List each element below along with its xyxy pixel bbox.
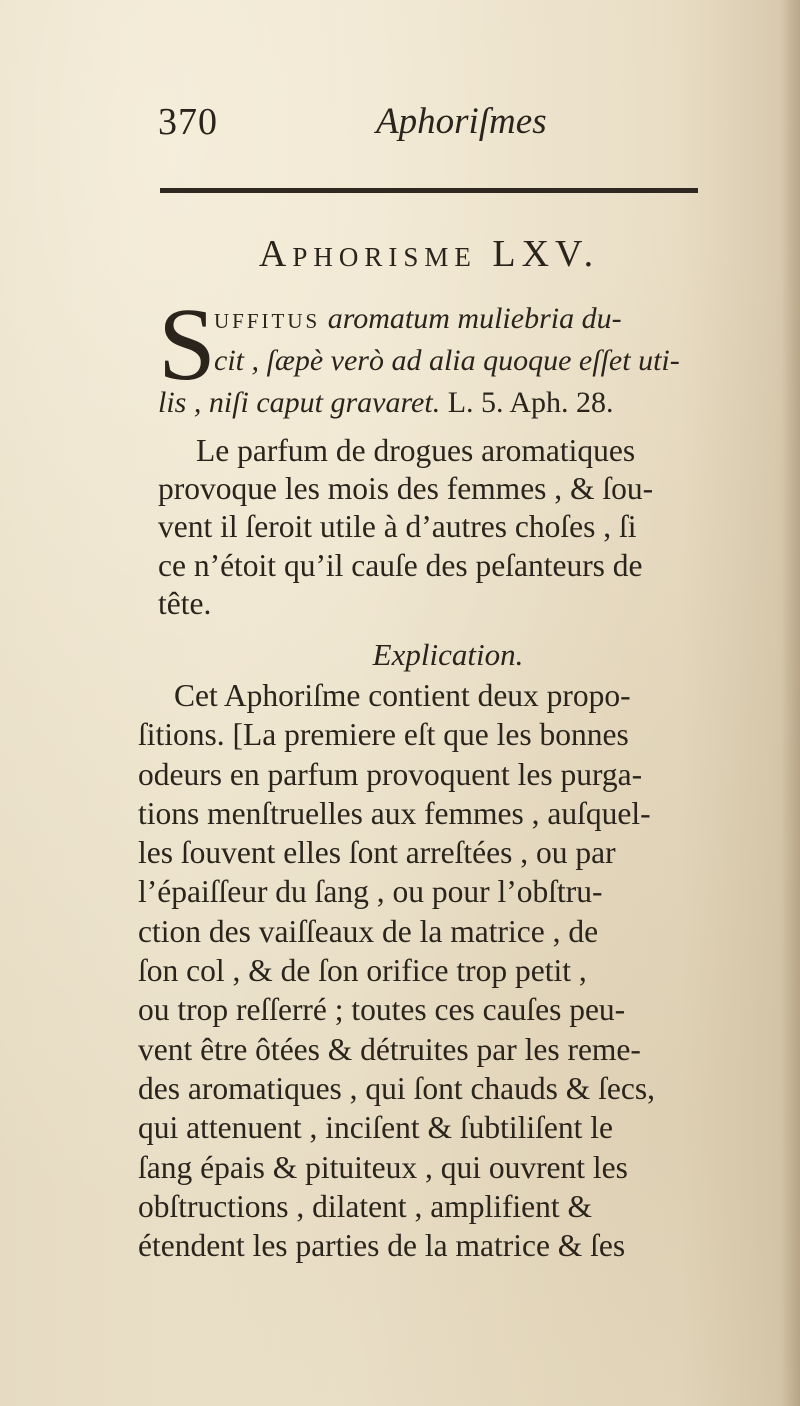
explication-line: tions menſtruelles aux femmes , auſquel- (138, 795, 651, 831)
aphorism-reference: L. 5. Aph. 28. (440, 386, 614, 419)
explication-line: obſtructions , dilatent , amplifient & (138, 1188, 593, 1224)
latin-lines (158, 287, 738, 424)
explication-line: ſon col , & de ſon orifice trop petit , (138, 953, 587, 989)
explication-body (138, 676, 738, 1265)
explication-line: l’épaiſſeur du ſang , ou pour l’obſtru- (138, 874, 603, 910)
running-title: Aphoriſmes (376, 101, 547, 142)
latin-line-3 (158, 382, 738, 424)
explication-line: odeurs en parfum provoquent les purga- (138, 756, 643, 792)
explication-line: ou trop reſſerré ; toutes ces cauſes peu- (138, 992, 626, 1028)
french-translation (158, 432, 738, 623)
explication-line: les ſouvent elles ſont arreſtées , ou par (138, 835, 616, 871)
running-head (158, 100, 703, 144)
french-line: tête. (158, 585, 212, 621)
latin-line-2: cit , ſæpè verò ad alia quoque eſſet uti- (214, 344, 680, 377)
explication-line: ſang épais & pituiteux , qui ouvrent les (138, 1149, 628, 1185)
latin-line-1 (158, 298, 738, 340)
drop-cap: S (158, 287, 216, 402)
header-rule (160, 188, 698, 193)
explication-line: étendent les parties de la matrice & ſes (138, 1228, 626, 1264)
latin-line-1-text: aromatum muliebria du- (327, 302, 622, 335)
french-line: vent il ſeroit utile à d’autres choſes , ſi (158, 509, 637, 545)
explication-line: qui attenuent , inciſent & ſubtiliſent le (138, 1110, 614, 1146)
page-number: 370 (158, 101, 218, 143)
latin-line-3-text: lis , niſi caput gravaret. (158, 386, 441, 419)
french-line: Le parfum de drogues aromatiques (196, 433, 636, 468)
aphorism-title: Aphorisme LXV. (258, 233, 600, 275)
explication-line: ſitions. [La premiere eſt que les bonnes (138, 717, 629, 753)
french-line: ce n’étoit qu’il cauſe des peſanteurs de (158, 547, 643, 583)
explication-line: vent être ôtées & détruites par les reme- (138, 1031, 641, 1067)
explication-line: des aromatiques , qui ſont chauds & ſecs, (138, 1070, 656, 1106)
latin-first-word: uffitus (214, 302, 321, 335)
explication-heading: Explication. (372, 637, 524, 672)
explication-line: ction des vaiſſeaux de la matrice , de (138, 913, 599, 949)
page-edge-shadow (782, 0, 800, 1406)
explication-line: Cet Aphoriſme contient deux propo- (174, 678, 631, 713)
french-line: provoque les mois des femmes , & ſou- (158, 471, 654, 507)
